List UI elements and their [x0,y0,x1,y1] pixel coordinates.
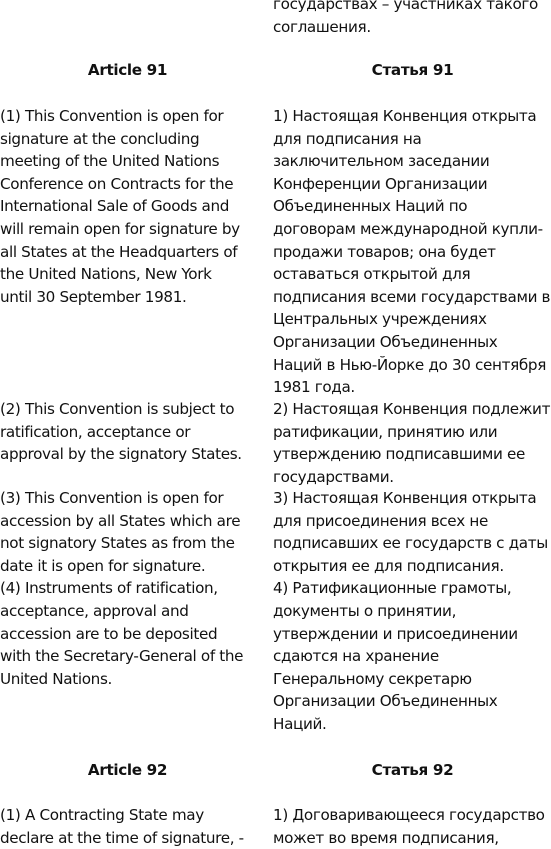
article-92-para-1-en: (1) A Contracting State may declare at the time of signature, - [0,806,244,847]
article-91-heading-ru: Статья 91 [371,61,454,79]
article-91-para-1-ru: 1) Настоящая Конвенция открыта для подписания на заключительном заседании Конференции Организации Объединенных Наций по договорам международной купли- продажи товаров; она будет оставаться открытой для подписания всеми государствами в Центральных учреждениях Организации Объединенных Наций в Нью-Йорке до 30 сентября 1981 года. [273,107,551,397]
article-91-heading-en: Article 91 [87,61,168,79]
article-91-para-3-4-en: (3) This Convention is open for accession by all States which are not signatory States as from the date it is open for signature. (4) Instruments of ratification, acceptance, approval and accession are to be deposited with the Secretary-General of the United Nations. [0,489,244,688]
ru-fragment-previous-article: государствах – участниках такого соглашения. [273,0,539,36]
article-92-heading-en: Article 92 [87,761,168,779]
article-91-para-1-en: (1) This Convention is open for signature at the concluding meeting of the United Nations Conference on Contracts for the International Sale of Goods and will remain open for signature by all States at the Headquarters of the United Nations, New York until 30 September 1981. [0,107,240,306]
article-92-para-1-ru: 1) Договаривающееся государство может во время подписания, [273,806,545,847]
article-91-para-2-en: (2) This Convention is subject to ratification, acceptance or approval by the signatory States. [0,400,242,464]
article-92-heading-ru: Статья 92 [371,761,454,779]
article-91-para-3-4-ru: 3) Настоящая Конвенция открыта для присоединения всех не подписавших ее государств с даты открытия ее для подписания. 4) Ратификационные грамоты, документы о принятии, утверждении и присоединении сдаются на хранение Генеральному секретарю Организации Объединенных Наций. [273,489,548,733]
article-91-para-2-ru: 2) Настоящая Конвенция подлежит ратификации, принятию или утверждению подписавшими ее государствами. [273,400,551,486]
